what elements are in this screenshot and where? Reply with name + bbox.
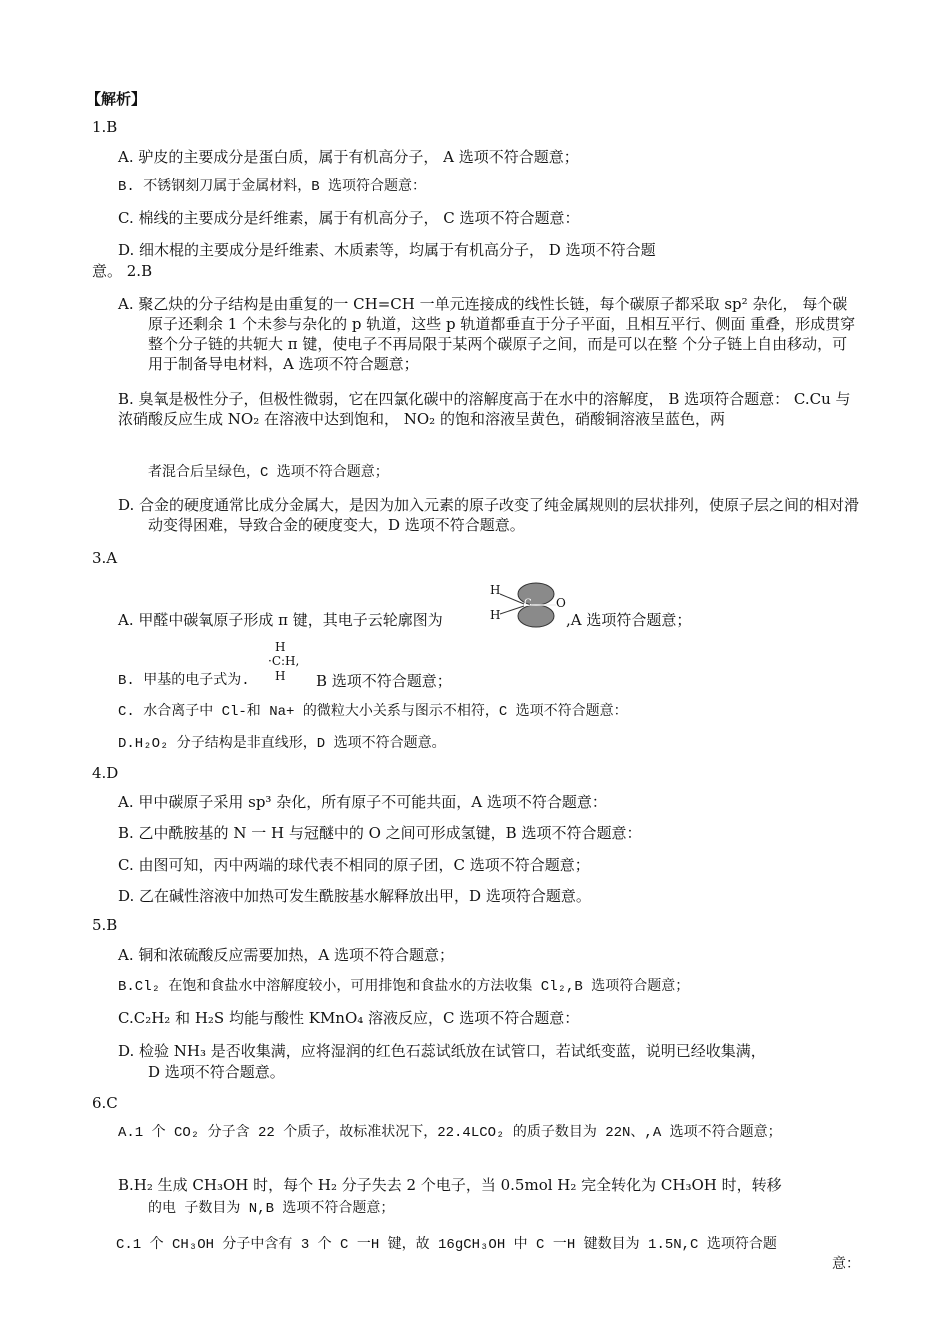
q2-option-c-cont: 者混合后呈绿色，C 选项不符合题意； [148,465,389,481]
methyl-center: ·C:H, [268,654,300,668]
formaldehyde-orbital-figure [486,580,566,632]
q2-option-b [118,389,862,429]
q4-option-a: A. 甲中碳原子采用 sp³ 杂化，所有原子不可能共面，A 选项不符合题意： [118,793,607,811]
fig-label-o: O [556,596,566,610]
q2-option-a-text: A. 聚乙炔的分子结构是由重复的一 CH=CH 一单元连接成的线性长链，每个碳原子都采取 sp² 杂化， 每个碳原子还剩余 1 个未参与杂化的 p 轨道，这些 p 轨道都垂直于分子平面，且相互平行、侧面 重叠，形成贯穿整个分子链的共轭大 π 键，使电子不再局限于某两个碳原子之间，而是可以在整 个分子链上自由移动，可用于制备导电材料，A 选项不符合题意； [118,295,856,373]
q6-option-c-cont: 意： [832,1257,860,1273]
q3-option-b-tail: B 选项不符合题意； [316,672,452,690]
q2-option-d-text: D. 合金的硬度通常比成分金属大，是因为加入元素的原子改变了纯金属规则的层状排列，使原子层之间的相对滑动变得困难，导致合金的硬度变大，D 选项不符合题意。 [118,496,860,534]
q4-option-c: C. 由图可知，丙中两端的球代表不相同的原子团，C 选项不符合题意； [118,856,590,874]
answer-3: 3.A [92,549,118,567]
q2-option-a [118,294,862,374]
methyl-electron-formula [268,641,316,685]
q5-option-a: A. 铜和浓硫酸反应需要加热，A 选项不符合题意； [118,946,454,964]
q3-option-d: D.H₂O₂ 分子结构是非直线形，D 选项不符合题意。 [118,736,446,752]
q3-option-c: C. 水合离子中 Cl-和 Na+ 的微粒大小关系与图示不相符，C 选项不符合题意： [118,704,628,720]
q5-option-b: B.Cl₂ 在饱和食盐水中溶解度较小，可用排饱和食盐水的方法收集 Cl₂,B 选项符合题意； [118,979,690,995]
methyl-h-top: H [275,640,286,654]
q2-option-d [118,495,862,535]
answer-4: 4.D [92,764,119,782]
answer-6: 6.C [92,1094,118,1112]
q6-option-b-cont: 的电 子数目为 N,B 选项不符合题意； [148,1201,395,1217]
section-heading: 【解析】 [86,90,147,108]
q5-option-d: D. 检验 NH₃ 是否收集满，应将湿润的红色石蕊试纸放在试管口，若试纸变蓝，说明已经收集满， [118,1042,766,1060]
answer-1: 1.B [92,118,118,136]
q1-option-d-cont: 意。 2.B [92,262,153,280]
q6-option-b: B.H₂ 生成 CH₃OH 时，每个 H₂ 分子失去 2 个电子，当 0.5mol H₂ 完全转化为 CH₃OH 时，转移 [118,1176,782,1194]
q6-option-a-text: A.1 个 CO₂ 分子含 22 个质子，故标准状况下，22.4LCO₂ 的质子数目为 22N、,A 选项不符合题意； [118,1125,782,1141]
methyl-h-bottom: H [275,669,286,683]
q1-option-b: B. 不锈钢刻刀属于金属材料，B 选项符合题意： [118,179,427,195]
fig-label-c: C [524,598,532,609]
q3-option-b: B. 甲基的电子式为. [118,673,250,689]
q1-option-c: C. 棉线的主要成分是纤维素，属于有机高分子， C 选项不符合题意： [118,209,580,227]
q6-option-c: C.1 个 CH₃OH 分子中含有 3 个 C 一H 键，故 16gCH₃OH 中 C 一H 键数目为 1.5N,C 选项符合题 [116,1237,777,1253]
fig-label-h1: H [490,583,501,597]
q2-option-b-text: B. 臭氧是极性分子，但极性微弱，它在四氯化碳中的溶解度高于在水中的溶解度， B 选项符合题意： C.Cu 与浓硝酸反应生成 NO₂ 在溶液中达到饱和， NO₂ 的饱和溶液呈黄色，硝酸铜溶液呈蓝色，两 [118,390,851,428]
q4-option-d: D. 乙在碱性溶液中加热可发生酰胺基水解释放出甲，D 选项符合题意。 [118,887,591,905]
q3-option-a-tail: ,A 选项符合题意； [566,611,692,629]
q1-option-d: D. 细木棍的主要成分是纤维素、木质素等，均属于有机高分子， D 选项不符合题 [118,241,656,259]
fig-label-h2: H [490,608,501,622]
q3-option-a: A. 甲醛中碳氧原子形成 π 键，其电子云轮廓图为 [118,611,443,629]
q5-option-d-cont: D 选项不符合题意。 [148,1063,285,1081]
q4-option-b: B. 乙中酰胺基的 N 一 H 与冠醚中的 O 之间可形成氢键，B 选项不符合题意： [118,824,642,842]
q1-option-a: A. 驴皮的主要成分是蛋白质，属于有机高分子， A 选项不符合题意； [118,148,579,166]
q5-option-c: C.C₂H₂ 和 H₂S 均能与酸性 KMnO₄ 溶液反应，C 选项不符合题意： [118,1009,580,1027]
answer-5: 5.B [92,916,118,934]
q6-option-a [118,1123,862,1143]
